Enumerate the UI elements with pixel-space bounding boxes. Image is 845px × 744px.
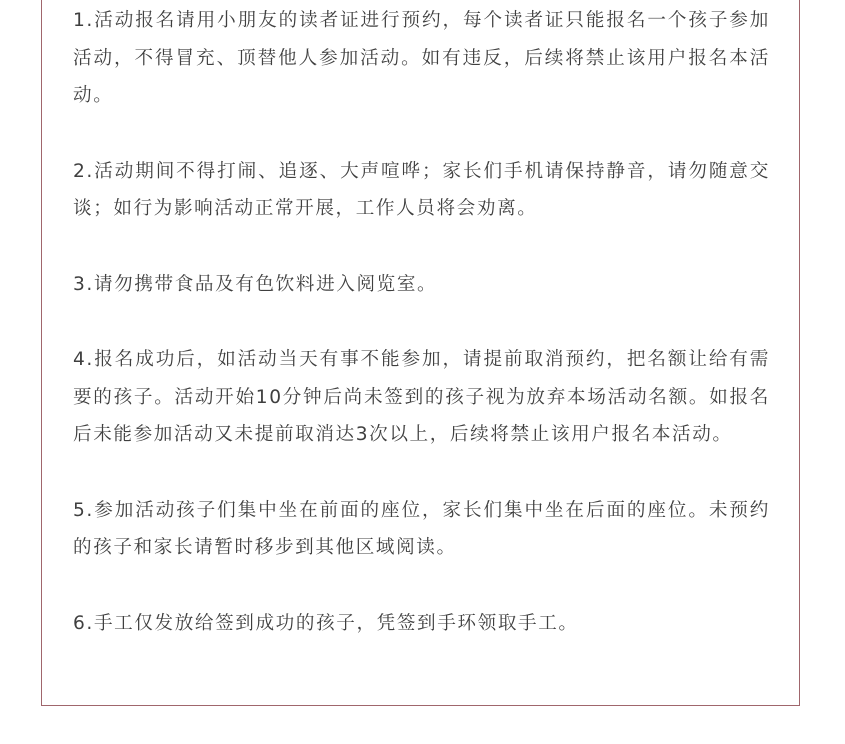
- rule-item-3: 3.请勿携带食品及有色饮料进入阅览室。: [73, 273, 438, 295]
- rules-list: [73, 2, 770, 680]
- rule-item-2: 2.活动期间不得打闹、追逐、大声喧哗；家长们手机请保持静音，请勿随意交谈；如行为影响活动正常开展，工作人员将会劝离。: [73, 160, 770, 219]
- rule-item-1: 1.活动报名请用小朋友的读者证进行预约，每个读者证只能报名一个孩子参加活动，不得冒充、顶替他人参加活动。如有违反，后续将禁止该用户报名本活动。: [73, 10, 770, 106]
- rule-item-4: 4.报名成功后，如活动当天有事不能参加，请提前取消预约，把名额让给有需要的孩子。活动开始10分钟后尚未签到的孩子视为放弃本场活动名额。如报名后未能参加活动又未提前取消达3次以上，后续将禁止该用户报名本活动。: [73, 349, 770, 445]
- rule-item-5: 5.参加活动孩子们集中坐在前面的座位，家长们集中坐在后面的座位。未预约的孩子和家长请暂时移步到其他区域阅读。: [73, 499, 770, 558]
- rule-item-6: 6.手工仅发放给签到成功的孩子，凭签到手环领取手工。: [73, 612, 579, 634]
